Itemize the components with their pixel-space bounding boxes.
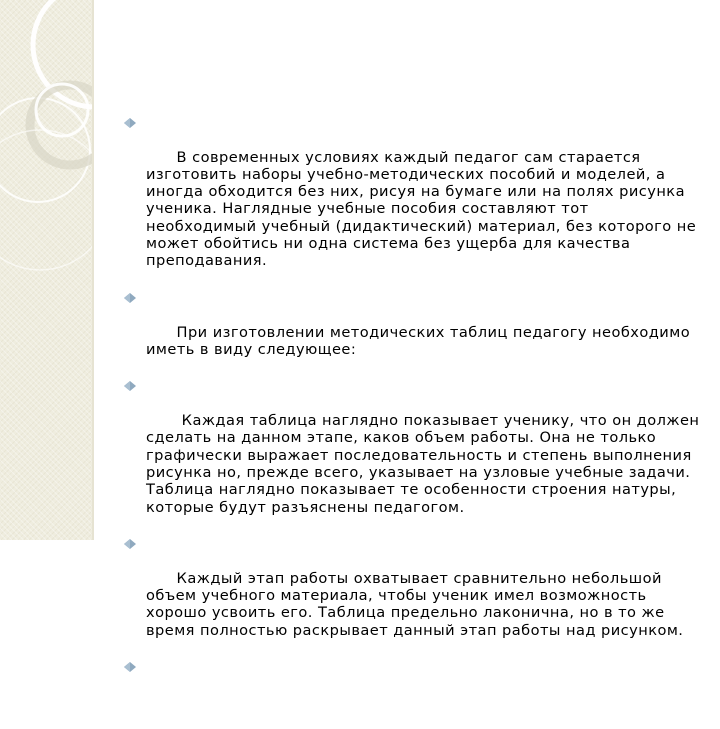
bullet-text: Каждый этап работы охватывает сравнительно небольшой объем учебного материала, чтобы ученик имел возможность хорошо усвоить его. Таблица предельно лаконична, но в то же время полностью раскрывает данный этап работы над рисунком. <box>146 569 684 639</box>
slide-body <box>124 114 705 729</box>
diamond-bullet-icon <box>124 662 136 672</box>
bullet-item <box>124 658 700 727</box>
bullet-item <box>124 289 700 375</box>
bullet-text: При изготовлении методических таблиц педагогу необходимо иметь в виду следующее: <box>146 323 696 358</box>
diamond-bullet-icon <box>124 381 136 391</box>
diamond-bullet-icon <box>124 118 136 128</box>
bullet-list <box>124 114 705 727</box>
bullet-item <box>124 114 700 287</box>
diamond-bullet-icon <box>124 293 136 303</box>
bullet-item <box>124 535 700 656</box>
panel-divider <box>92 0 94 540</box>
bullet-text: В современных условиях каждый педагог сам старается изготовить наборы учебно-методических пособий и моделей, а иногда обходится без них, рисуя на бумаге или на полях рисунка ученика. Наглядные учебные пособия составляют тот необходимый учебный (дидактический) материал, без которого не может обойтись ни одна система без ущерба для качества преподавания. <box>146 148 702 270</box>
decorative-circles-icon <box>0 0 92 540</box>
bullet-text: Каждая таблица наглядно показывает ученику, что он должен сделать на данном этапе, каков объем работы. Она не только графически выражает последовательность и степень выполнения рисунка но, прежде всего, указывает на узловые учебные задачи. Таблица наглядно показывает те особенности строения натуры, которые будут разъяснены педагогом. <box>146 412 705 516</box>
bullet-item <box>124 377 705 533</box>
diamond-bullet-icon <box>124 539 136 549</box>
decorative-side-panel <box>0 0 92 540</box>
